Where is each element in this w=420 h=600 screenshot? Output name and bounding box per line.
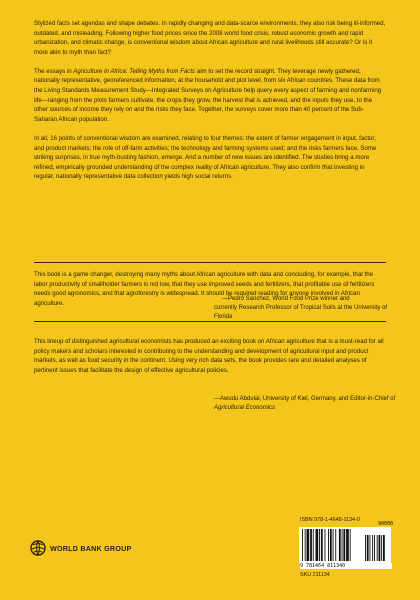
book-title: Agriculture in Africa: Telling Myths from Facts xyxy=(73,67,196,75)
divider-top xyxy=(34,262,386,263)
description-paragraph-3: In all, 16 points of conventional wisdom are examined, relating to four themes: the extent of farmer engagement in input, factor, and product markets; the role of off-farm activities; the technology and farming systems used; and the risks farmers face. Some striking surprises, in true myth-busting fashion, emerge. And a number of new issues are identified. The studies bring a more refined, empirically grounded understanding of the complex reality of African agriculture. They also confirm that investing in regular, nationally representative data collection yields high social returns. xyxy=(34,134,377,181)
journal-name: Agricultural Economics xyxy=(214,405,276,412)
endorsement-2 xyxy=(34,337,386,375)
divider-bottom xyxy=(34,321,386,322)
paragraph-2-rest: aim to set the record straight. They leverage newly gathered, nationally representative, georeferenced information, at the household and plot level, from six African countries. These data from the Living Standards Measurement Study—Integrated Surveys on Agriculture help query every aspect of farming and nonfarming life—ranging from the plots farmers cultivate, the crops they grow, the harvest that is achieved, and the inputs they use, to the other sources of income they rely on and the risks they face. Together, the surveys cover more than 40 percent of the Sub-Saharan African population. xyxy=(34,67,382,123)
barcode-digits: 9 781464 811340 xyxy=(300,563,392,569)
endorsement-1-quote: This book is a game changer, destroying many myths about African agriculture with data and concluding, for example, that the labor productivity of smallholder farmers is not low, that they use improved seeds and fertilizers, that profitable use of fertilizers needs good agronomics, and that agroforestry is widespread. It should be required reading for anyone involved in African agriculture. xyxy=(34,271,375,307)
description xyxy=(34,19,386,191)
attribution-1-line-2: currently Research Professor of Tropical Soils at the University of Florida xyxy=(214,305,388,321)
sku-label: SKU 211134 xyxy=(300,572,330,578)
publisher-logo xyxy=(30,540,131,556)
paragraph-2-lead: The essays in xyxy=(34,67,74,75)
description-paragraph-1: Stylized facts set agendas and shape debates. In rapidly changing and data-scarce environments, they also risk being ill-informed, outdated, and misleading. Following higher food prices since the 2008 world food crisis, robust economic growth and rapid urbanization, and climatic change, is conventional wisdom about African agriculture and rural livelihoods still accurate? Or is it more akin to myth than fact? xyxy=(34,20,386,56)
barcode-bars xyxy=(299,527,391,563)
barcode xyxy=(299,527,391,563)
publisher-name: WORLD BANK GROUP xyxy=(50,543,132,553)
endorsement-2-attribution xyxy=(214,395,404,413)
attribution-2-text: —Awudu Abdulai, University of Kiel, Germany, and Editor-in-Chief of xyxy=(214,396,396,402)
endorsement-1-attribution xyxy=(214,295,394,323)
attribution-1-line-1: —Pedro Sanchez, World Food Prize winner and xyxy=(222,296,350,302)
endorsement-2-quote: This lineup of distinguished agricultural economists has produced an exciting book on African agriculture that is a must-read for all policy makers and scholars interested in contributing to the understanding and development of agricultural input and product markets, as well as food security in the continent. Using very rich data sets, the book provides rare and detailed analyses of pertinent issues that facilitate the design of effective agricultural policies. xyxy=(34,338,384,374)
globe-icon xyxy=(30,540,46,556)
description-paragraph-2 xyxy=(34,67,386,125)
isbn-label: ISBN 978-1-4648-1134-0 xyxy=(300,517,360,523)
barcode-supplement: 90000 xyxy=(378,521,394,527)
